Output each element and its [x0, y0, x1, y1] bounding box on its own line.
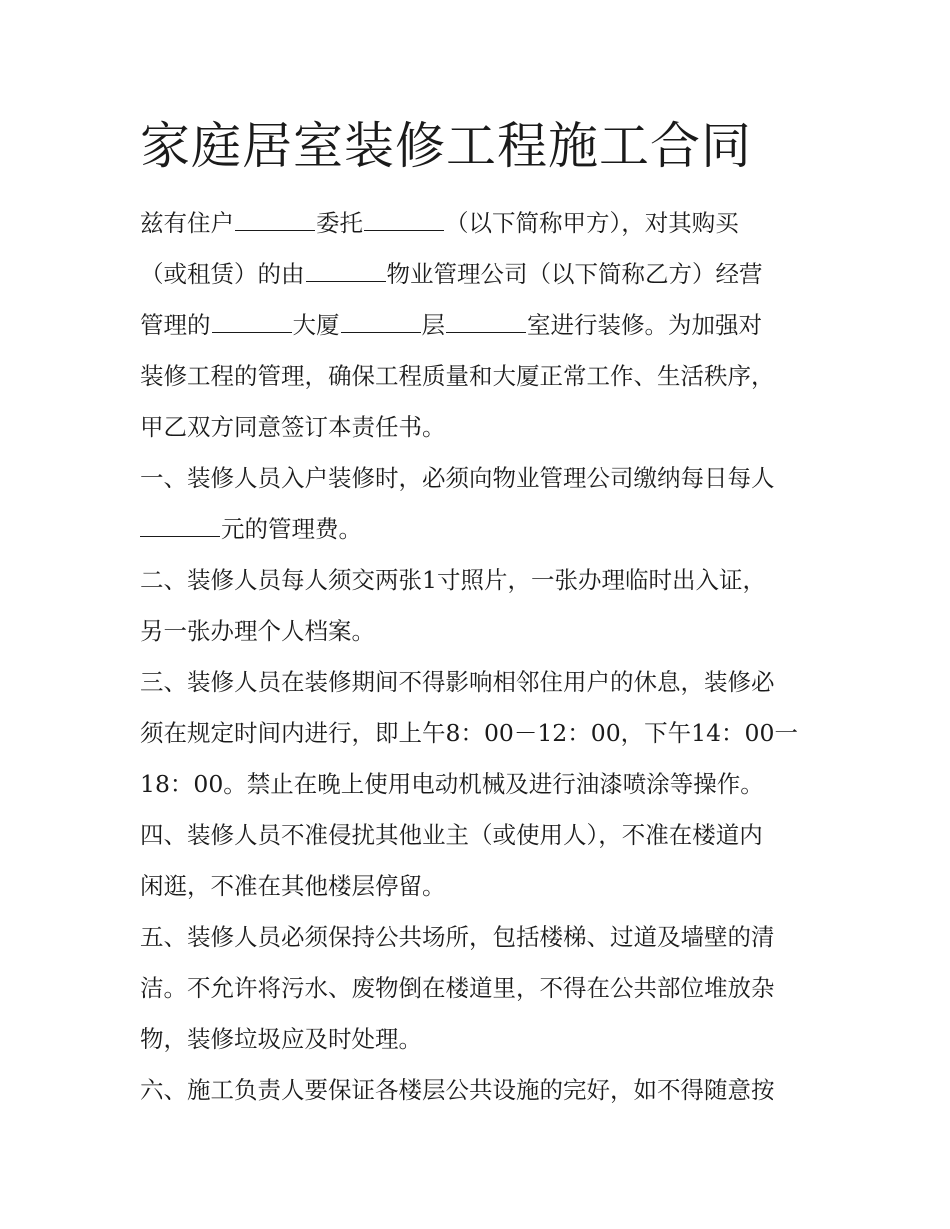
text-segment: 四、装修人员不准侵扰其他业主（或使用人），不准在楼道内 [140, 821, 763, 849]
text-line [140, 810, 820, 861]
text-line [140, 249, 820, 300]
text-segment: 兹有住户 [140, 209, 234, 237]
text-line [140, 861, 820, 912]
text-line [140, 351, 820, 402]
text-line [140, 402, 820, 453]
text-line [140, 759, 820, 810]
text-line [140, 300, 820, 351]
text-segment: 室进行装修。为加强对 [527, 311, 762, 339]
text-line [140, 606, 820, 657]
text-segment: 五、装修人员必须保持公共场所，包括楼梯、过道及墙壁的清 [140, 923, 775, 951]
text-segment: 另一张办理个人档案。 [140, 617, 375, 645]
text-segment: 须在规定时间内进行，即上午8：00－12：00，下午14：00一 [140, 719, 798, 747]
text-segment: 六、施工负责人要保证各楼层公共设施的完好，如不得随意按 [140, 1076, 775, 1104]
text-segment: 甲乙双方同意签订本责任书。 [140, 413, 446, 441]
text-segment: 洁。不允许将污水、废物倒在楼道里，不得在公共部位堆放杂 [140, 974, 775, 1002]
fill-in-blank [446, 310, 526, 333]
text-segment: 三、装修人员在装修期间不得影响相邻住用户的休息，装修必 [140, 668, 775, 696]
text-segment: 18：00。禁止在晚上使用电动机械及进行油漆喷涂等操作。 [140, 770, 764, 798]
text-segment: 大厦 [292, 311, 340, 339]
fill-in-blank [235, 208, 315, 231]
text-line [140, 1014, 820, 1065]
fill-in-blank [212, 310, 292, 333]
document-title: 家庭居室装修工程施工合同 [140, 117, 752, 175]
fill-in-blank [341, 310, 421, 333]
text-segment: 元的管理费。 [221, 515, 362, 543]
text-segment: 二、装修人员每人须交两张1寸照片，一张办理临时出入证， [140, 566, 766, 594]
text-segment: 委托 [316, 209, 363, 237]
text-line [140, 198, 820, 249]
text-line [140, 657, 820, 708]
text-segment: 物业管理公司（以下简称乙方）经营 [386, 260, 763, 288]
text-segment: 闲逛，不准在其他楼层停留。 [140, 872, 446, 900]
text-segment: 物，装修垃圾应及时处理。 [140, 1025, 422, 1053]
text-line [140, 912, 820, 963]
text-line [140, 1065, 820, 1116]
text-segment: 装修工程的管理，确保工程质量和大厦正常工作、生活秩序， [140, 362, 775, 390]
text-segment: （或租赁）的由 [140, 260, 305, 288]
text-line [140, 504, 820, 555]
fill-in-blank [140, 514, 220, 537]
document-body [140, 198, 820, 1116]
text-line [140, 555, 820, 606]
text-line [140, 708, 820, 759]
text-segment: 一、装修人员入户装修时，必须向物业管理公司缴纳每日每人 [140, 464, 775, 492]
text-segment: 层 [421, 311, 445, 339]
text-segment: （以下简称甲方），对其购买 [445, 209, 739, 237]
text-line [140, 963, 820, 1014]
text-line [140, 453, 820, 504]
text-segment: 管理的 [140, 311, 211, 339]
fill-in-blank [364, 208, 444, 231]
fill-in-blank [306, 259, 386, 282]
